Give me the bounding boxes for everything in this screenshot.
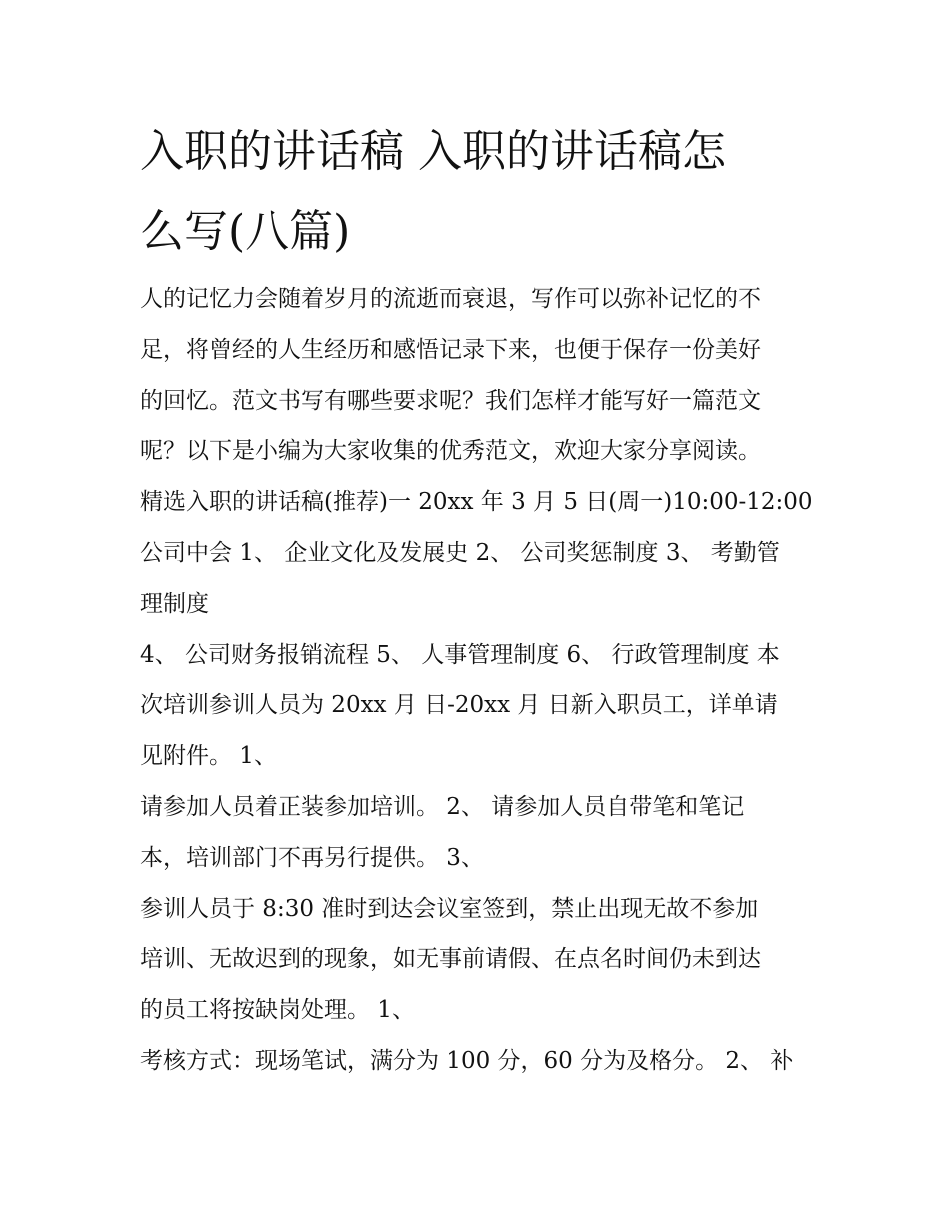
document-title	[140, 112, 830, 272]
body-line: 本，培训部门不再另行提供。 3、	[140, 844, 484, 871]
body-line: 请参加人员着正装参加培训。 2、 请参加人员自带笔和笔记	[140, 793, 745, 820]
document-body	[140, 274, 830, 1087]
body-line: 理制度	[140, 590, 209, 617]
body-line: 公司中会 1、 企业文化及发展史 2、 公司奖惩制度 3、 考勤管	[140, 539, 780, 566]
body-line: 精选入职的讲话稿(推荐)一 20xx 年 3 月 5 日(周一)10:00-12:00	[140, 489, 813, 516]
body-line: 足，将曾经的人生经历和感悟记录下来，也便于保存一份美好	[140, 336, 761, 363]
body-line: 的员工将按缺岗处理。 1、	[140, 997, 415, 1024]
body-line: 参训人员于 8:30 准时到达会议室签到，禁止出现无故不参加	[140, 895, 759, 922]
title-line: 入职的讲话稿 入职的讲话稿怎	[140, 126, 726, 177]
body-line: 见附件。 1、	[140, 743, 277, 770]
body-line: 次培训参训人员为 20xx 月 日-20xx 月 日新入职员工，详单请	[140, 692, 778, 719]
body-line: 呢？以下是小编为大家收集的优秀范文，欢迎大家分享阅读。	[140, 438, 761, 465]
body-line: 的回忆。范文书写有哪些要求呢？我们怎样才能写好一篇范文	[140, 387, 761, 414]
body-line: 人的记忆力会随着岁月的流逝而衰退，写作可以弥补记忆的不	[140, 286, 761, 312]
body-line: 考核方式：现场笔试，满分为 100 分，60 分为及格分。 2、 补	[140, 1047, 794, 1074]
body-line: 4、 公司财务报销流程 5、 人事管理制度 6、 行政管理制度 本	[140, 641, 780, 668]
body-line: 培训、无故迟到的现象，如无事前请假、在点名时间仍未到达	[140, 946, 761, 973]
title-line: 么写(八篇)	[140, 206, 351, 257]
